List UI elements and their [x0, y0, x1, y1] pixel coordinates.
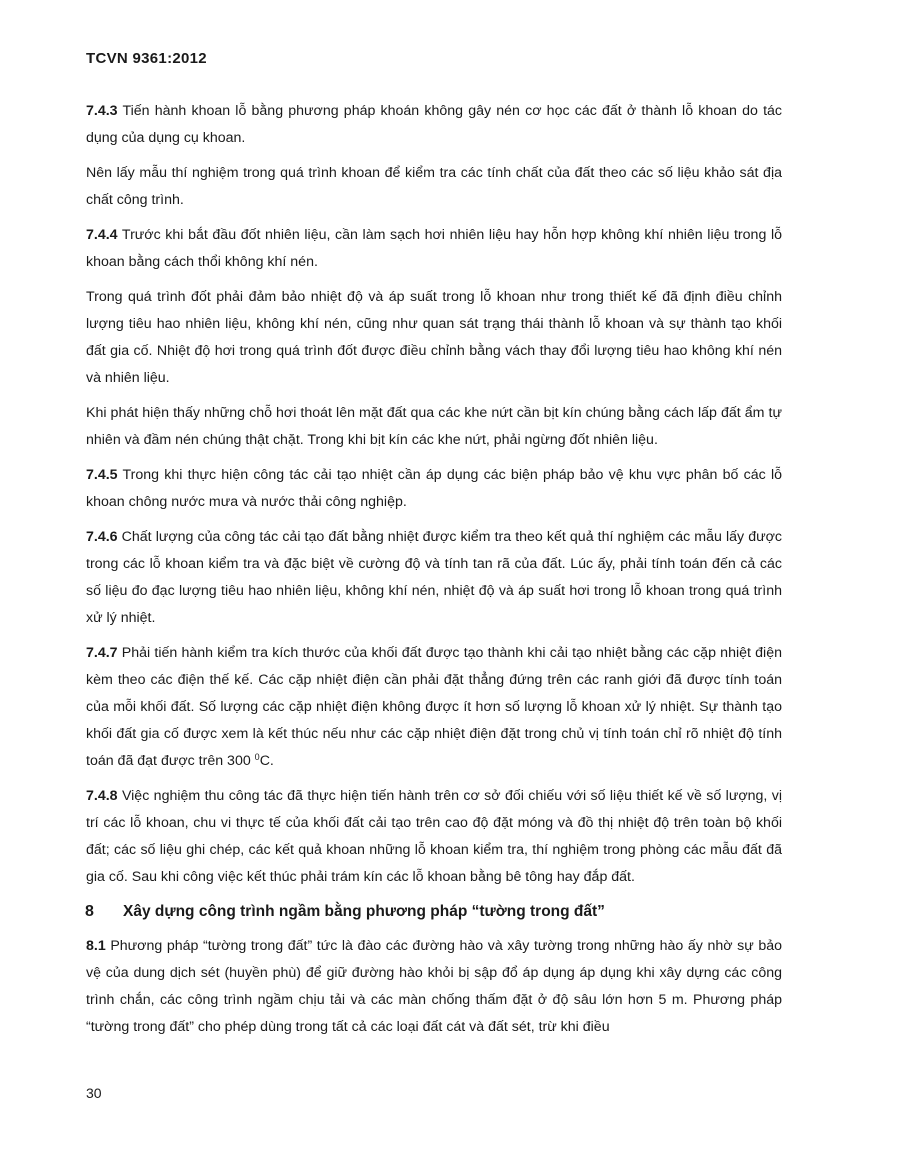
paragraph-7-4-6	[86, 524, 782, 632]
paragraph-burning-process	[86, 284, 782, 392]
paragraph-sampling	[86, 160, 782, 214]
document-body	[86, 98, 782, 1049]
clause-number: 7.4.7	[86, 645, 118, 661]
paragraph-text: Trước khi bắt đầu đốt nhiên liệu, cần làm sạch hơi nhiên liệu hay hỗn hợp không khí nhiên liệu trong lỗ khoan bằng cách thổi không khí nén.	[86, 227, 782, 270]
paragraph-text: Việc nghiệm thu công tác đã thực hiện tiến hành trên cơ sở đối chiếu với số liệu thiết kế về số lượng, vị trí các lỗ khoan, chu vi thực tế của khối đất cải tạo trên cao độ đặt móng và đồ thị nhiệt độ trên toàn bộ khối đất; các số liệu ghi chép, các kết quả khoan những lỗ khoan kiểm tra, thí nghiệm trong phòng các mẫu đất đã gia cố. Sau khi công việc kết thúc phải trám kín các lỗ khoan bằng bê tông hay đắp đất.	[86, 788, 782, 885]
paragraph-8-1	[86, 933, 782, 1041]
paragraph-crack-sealing	[86, 400, 782, 454]
paragraph-text: Phải tiến hành kiểm tra kích thước của khối đất được tạo thành khi cải tạo nhiệt bằng các cặp nhiệt điện kèm theo các điện thế kế. Các cặp nhiệt điện cần phải đặt thẳng đứng trên các ranh giới đã được tính toán của mỗi khối đất. Số lượng các cặp nhiệt điện không được ít hơn số lượng lỗ khoan xử lý nhiệt. Sự thành tạo khối đất gia cố được xem là kết thúc nếu như các cặp nhiệt điện đặt trong chủ vị tính toán chỉ rõ nhiệt độ tính toán đã đạt được trên 300	[86, 645, 782, 769]
clause-number: 7.4.4	[86, 227, 118, 243]
paragraph-text: Chất lượng của công tác cải tạo đất bằng nhiệt được kiểm tra theo kết quả thí nghiệm các mẫu lấy được trong các lỗ khoan kiểm tra và đặc biệt về cường độ và tính tan rã của đất. Lúc ấy, phải tính toán đến cả các số liệu đo đạc lượng tiêu hao nhiên liệu, không khí nén, nhiệt độ và áp suất hơi trong lỗ khoan trong quá trình xử lý nhiệt.	[86, 529, 782, 626]
temperature-unit: C.	[259, 753, 274, 769]
paragraph-text: Phương pháp “tường trong đất” tức là đào các đường hào và xây tường trong những hào ấy nhờ sự bảo vệ của dung dịch sét (huyền phù) để giữ đường hào khỏi bị sập đổ áp dụng áp dụng khi xây dựng các công trình chắn, các công trình ngầm chịu tải và các màn chống thấm đặt ở độ sâu lớn hơn 5 m. Phương pháp “tường trong đất” cho phép dùng trong tất cả các loại đất cát và đất sét, trừ khi điều	[86, 938, 782, 1035]
paragraph-text: Trong khi thực hiện công tác cải tạo nhiệt cần áp dụng các biện pháp bảo vệ khu vực phân bố các lỗ khoan chông nước mưa và nước thải công nghiệp.	[86, 467, 782, 510]
paragraph-text: Tiến hành khoan lỗ bằng phương pháp khoán không gây nén cơ học các đất ở thành lỗ khoan do tác dụng của dụng cụ khoan.	[86, 103, 782, 146]
section-heading-8	[85, 899, 782, 925]
paragraph-text: Nên lấy mẫu thí nghiệm trong quá trình khoan để kiểm tra các tính chất của đất theo các số liệu khảo sát địa chất công trình.	[86, 165, 782, 208]
section-title: Xây dựng công trình ngầm bằng phương pháp “tường trong đất”	[123, 903, 605, 920]
clause-number: 7.4.3	[86, 103, 118, 119]
section-number: 8	[85, 903, 94, 920]
clause-number: 7.4.5	[86, 467, 118, 483]
standard-code-header: TCVN 9361:2012	[86, 50, 207, 67]
paragraph-7-4-3	[86, 98, 782, 152]
paragraph-text: Trong quá trình đốt phải đảm bảo nhiệt độ và áp suất trong lỗ khoan như trong thiết kế đã định điều chỉnh lượng tiêu hao nhiên liệu, không khí nén, cũng như quan sát trạng thái thành lỗ khoan và sự thành tạo khối đất gia cố. Nhiệt độ hơi trong quá trình đốt được điều chỉnh bằng vách thay đổi lượng tiêu hao không khí nén và nhiên liệu.	[86, 289, 782, 386]
clause-number: 7.4.8	[86, 788, 118, 804]
clause-number: 7.4.6	[86, 529, 118, 545]
page-number: 30	[86, 1085, 102, 1101]
paragraph-7-4-7	[86, 640, 782, 775]
paragraph-7-4-4	[86, 222, 782, 276]
paragraph-7-4-8	[86, 783, 782, 891]
clause-number: 8.1	[86, 938, 106, 954]
paragraph-7-4-5	[86, 462, 782, 516]
degree-superscript: 0	[254, 752, 260, 762]
paragraph-text: Khi phát hiện thấy những chỗ hơi thoát lên mặt đất qua các khe nứt cần bịt kín chúng bằng cách lấp đất ẩm tự nhiên và đầm nén chúng thật chặt. Trong khi bịt kín các khe nứt, phải ngừng đốt nhiên liệu.	[86, 405, 782, 448]
